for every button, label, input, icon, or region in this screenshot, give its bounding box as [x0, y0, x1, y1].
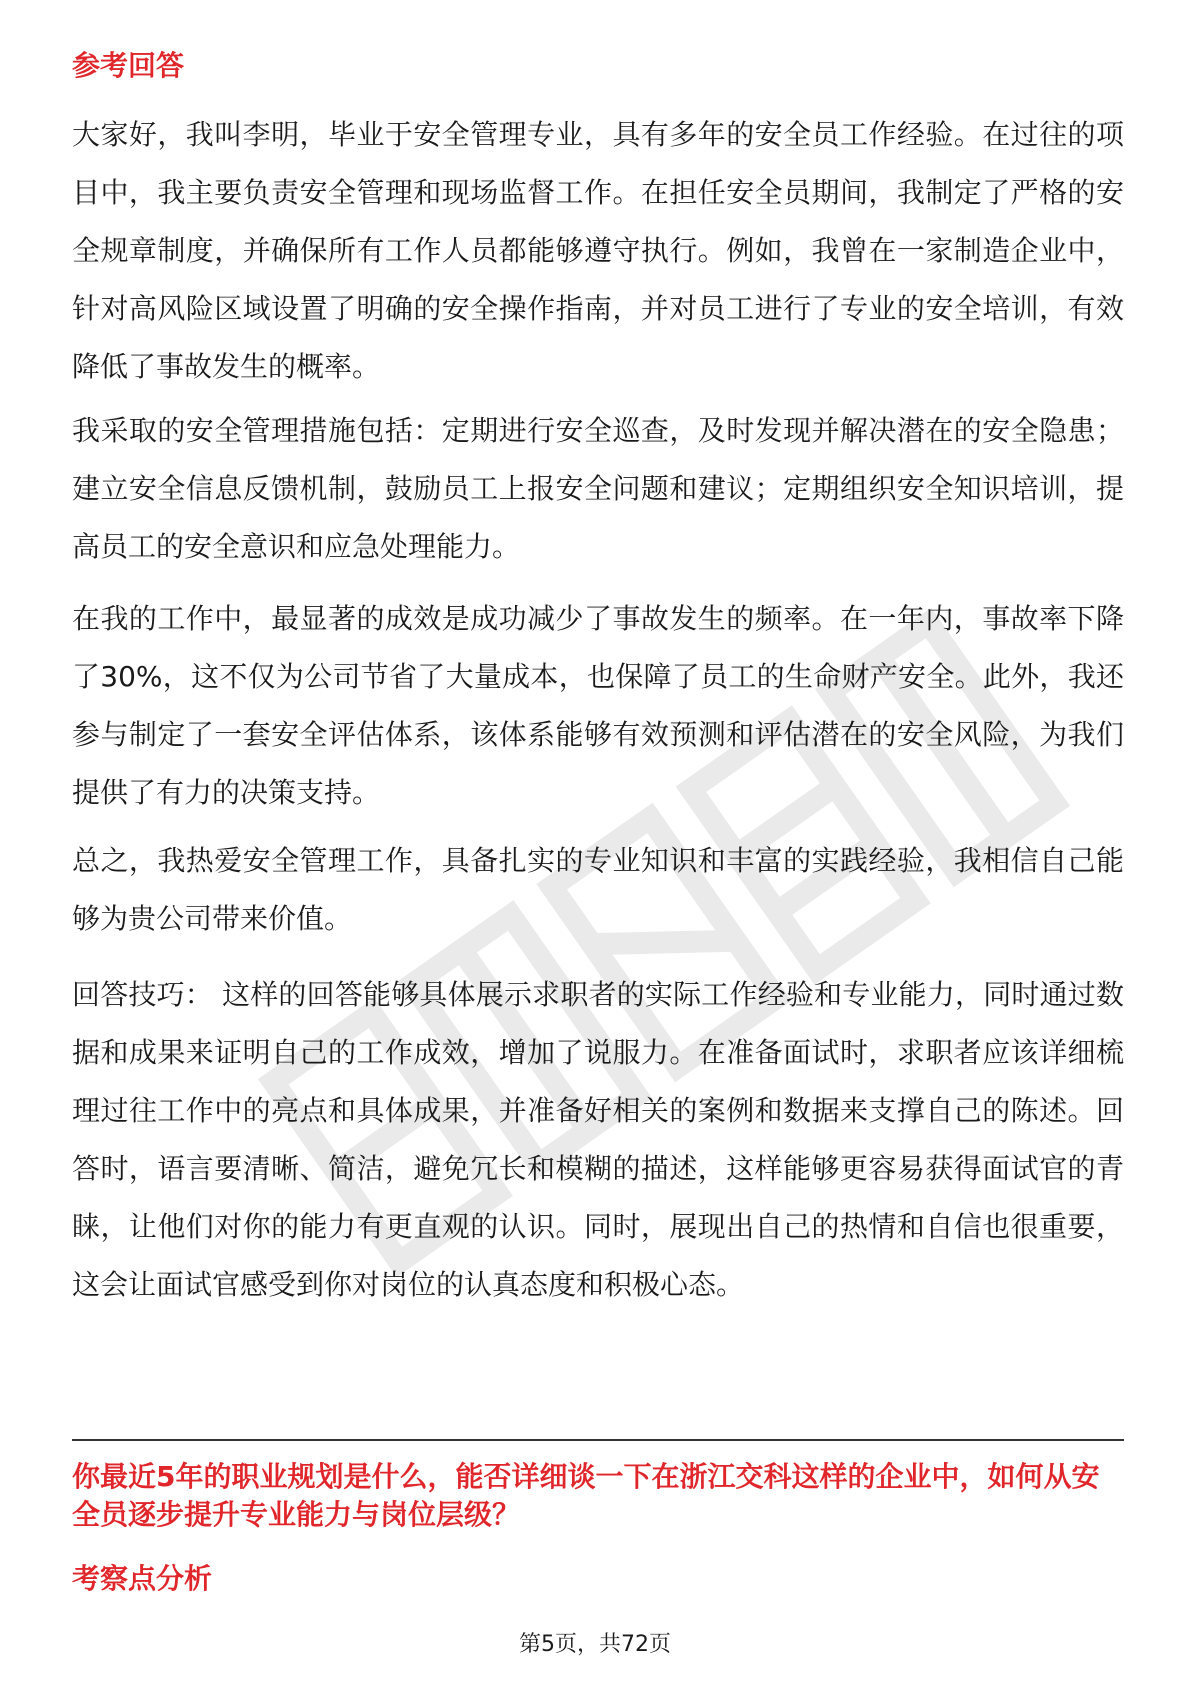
next-question: 你最近5年的职业规划是什么，能否详细谈一下在浙江交科这样的企业中，如何从安全员逐步提升专业能力与岗位层级？ — [72, 1460, 1100, 1531]
document-page — [72, 0, 1124, 1684]
answer-tips-paragraph: 回答技巧： 这样的回答能够具体展示求职者的实际工作经验和专业能力，同时通过数据和成果来证明自己的工作成效，增加了说服力。在准备面试时，求职者应该详细梳理过往工作中的亮点和具体成果，并准备好相关的案例和数据来支撑自己的陈述。回答时，语言要清晰、简洁，避免冗长和模糊的描述，这样能够更容易获得面试官的青睐，让他们对你的能力有更直观的认识。同时，展现出自己的热情和自信也很重要，这会让面试官感受到你对岗位的认真态度和积极心态。 — [72, 978, 1124, 1301]
section-divider — [72, 1439, 1124, 1441]
answer-paragraph-1: 大家好，我叫李明，毕业于安全管理专业，具有多年的安全员工作经验。在过往的项目中，我主要负责安全管理和现场监督工作。在担任安全员期间，我制定了严格的安全规章制度，并确保所有工作人员都能够遵守执行。例如，我曾在一家制造企业中，针对高风险区域设置了明确的安全操作指南，并对员工进行了专业的安全培训，有效降低了事故发生的概率。 — [72, 118, 1124, 383]
analysis-title: 考察点分析 — [72, 1562, 213, 1595]
answer-paragraph-2: 我采取的安全管理措施包括：定期进行安全巡查，及时发现并解决潜在的安全隐患；建立安全信息反馈机制，鼓励员工上报安全问题和建议；定期组织安全知识培训，提高员工的安全意识和应急处理能力。 — [72, 414, 1124, 563]
answer-paragraph-4: 总之，我热爱安全管理工作，具备扎实的专业知识和丰富的实践经验，我相信自己能够为贵公司带来价值。 — [72, 844, 1124, 935]
page-number: 第5页，共72页 — [519, 1632, 671, 1657]
reference-answer-title: 参考回答 — [72, 49, 185, 82]
answer-paragraph-3: 在我的工作中，最显著的成效是成功减少了事故发生的频率。在一年内，事故率下降了30%，这不仅为公司节省了大量成本，也保障了员工的生命财产安全。此外，我还参与制定了一套安全评估体系，该体系能够有效预测和评估潜在的安全风险，为我们提供了有力的决策支持。 — [72, 602, 1124, 809]
